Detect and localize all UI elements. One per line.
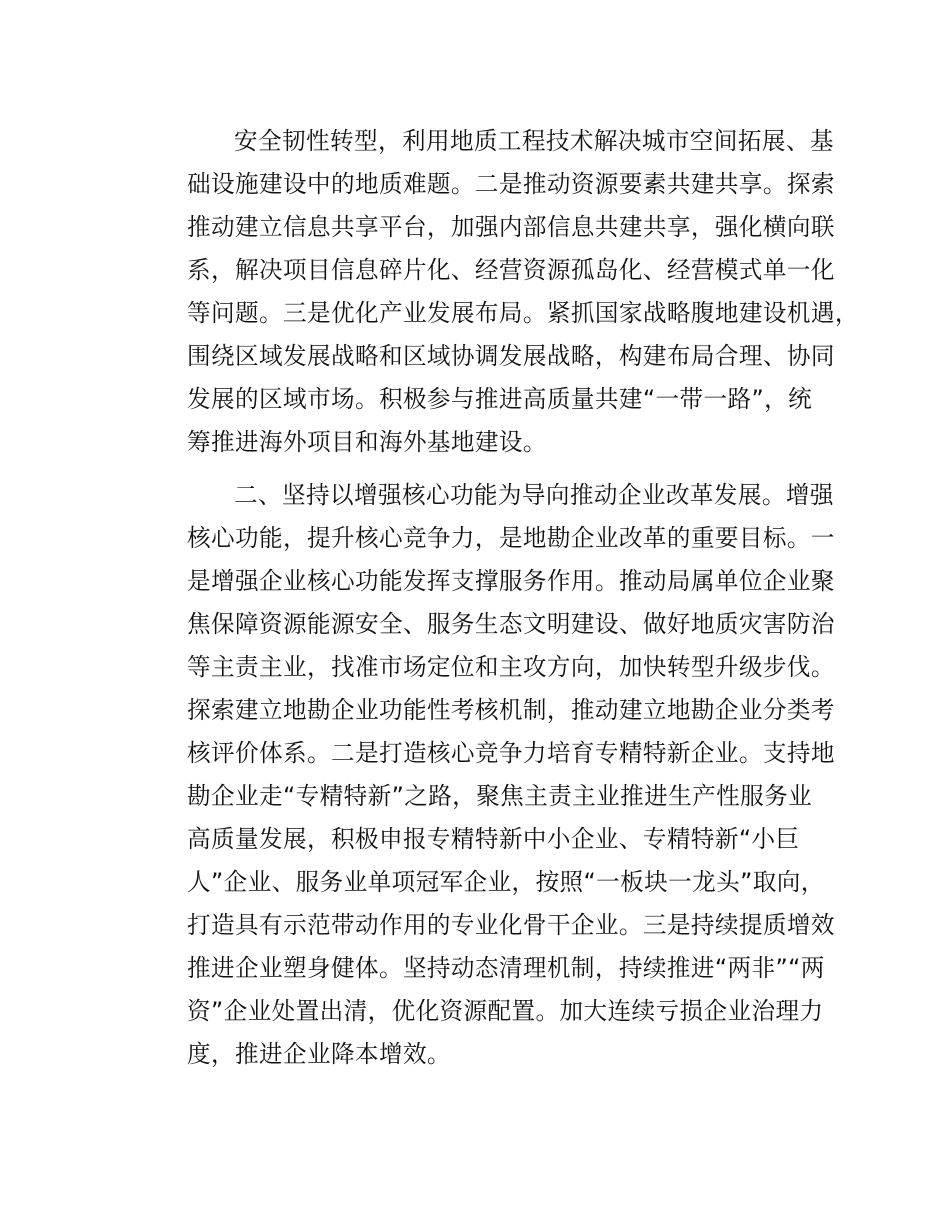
text-line: 系，解决项目信息碎片化、经营资源孤岛化、经营模式单一化 <box>187 256 835 284</box>
text-line: 勘企业走“专精特新”之路，聚焦主责主业推进生产性服务业 <box>187 782 813 810</box>
text-line: 焦保障资源能源安全、服务生态文明建设、做好地质灾害防治 <box>187 610 835 638</box>
text-line: 推动建立信息共享平台，加强内部信息共建共享，强化横向联 <box>187 213 835 241</box>
paragraph-1 <box>140 120 859 464</box>
paragraph-2 <box>140 474 840 1076</box>
document-page <box>140 120 859 1086</box>
text-line: 核心功能，提升核心竞争力，是地勘企业改革的重要目标。一 <box>187 524 835 552</box>
text-line: 高质量发展，积极申报专精特新中小企业、专精特新“小巨 <box>187 825 800 853</box>
text-line: 推进企业塑身健体。坚持动态清理机制，持续推进“两非”“两 <box>187 954 825 982</box>
text-line: 二、坚持以增强核心功能为导向推动企业改革发展。增强 <box>234 481 834 509</box>
text-line: 探索建立地勘企业功能性考核机制，推动建立地勘企业分类考 <box>187 696 835 724</box>
text-line: 筹推进海外项目和海外基地建设。 <box>187 428 547 456</box>
text-line: 等主责主业，找准市场定位和主攻方向，加快转型升级步伐。 <box>187 653 835 681</box>
text-line: 资”企业处置出清，优化资源配置。加大连续亏损企业治理力 <box>187 997 824 1025</box>
text-line: 核评价体系。二是打造核心竞争力培育专精特新企业。支持地 <box>187 739 835 767</box>
text-line: 人”企业、服务业单项冠军企业，按照“一板块一龙头”取向， <box>187 868 825 896</box>
text-line: 础设施建设中的地质难题。二是推动资源要素共建共享。探索 <box>187 170 835 198</box>
text-line: 打造具有示范带动作用的专业化骨干企业。三是持续提质增效 <box>187 911 835 939</box>
text-line: 是增强企业核心功能发挥支撑服务作用。推动局属单位企业聚 <box>187 567 835 595</box>
text-line: 度，推进企业降本增效。 <box>187 1040 451 1068</box>
text-line: 等问题。三是优化产业发展布局。紧抓国家战略腹地建设机遇， <box>187 299 859 327</box>
text-line: 安全韧性转型，利用地质工程技术解决城市空间拓展、基 <box>234 127 834 155</box>
text-line: 围绕区域发展战略和区域协调发展战略，构建布局合理、协同 <box>187 342 835 370</box>
text-line: 发展的区域市场。积极参与推进高质量共建“一带一路”，统 <box>187 385 813 413</box>
